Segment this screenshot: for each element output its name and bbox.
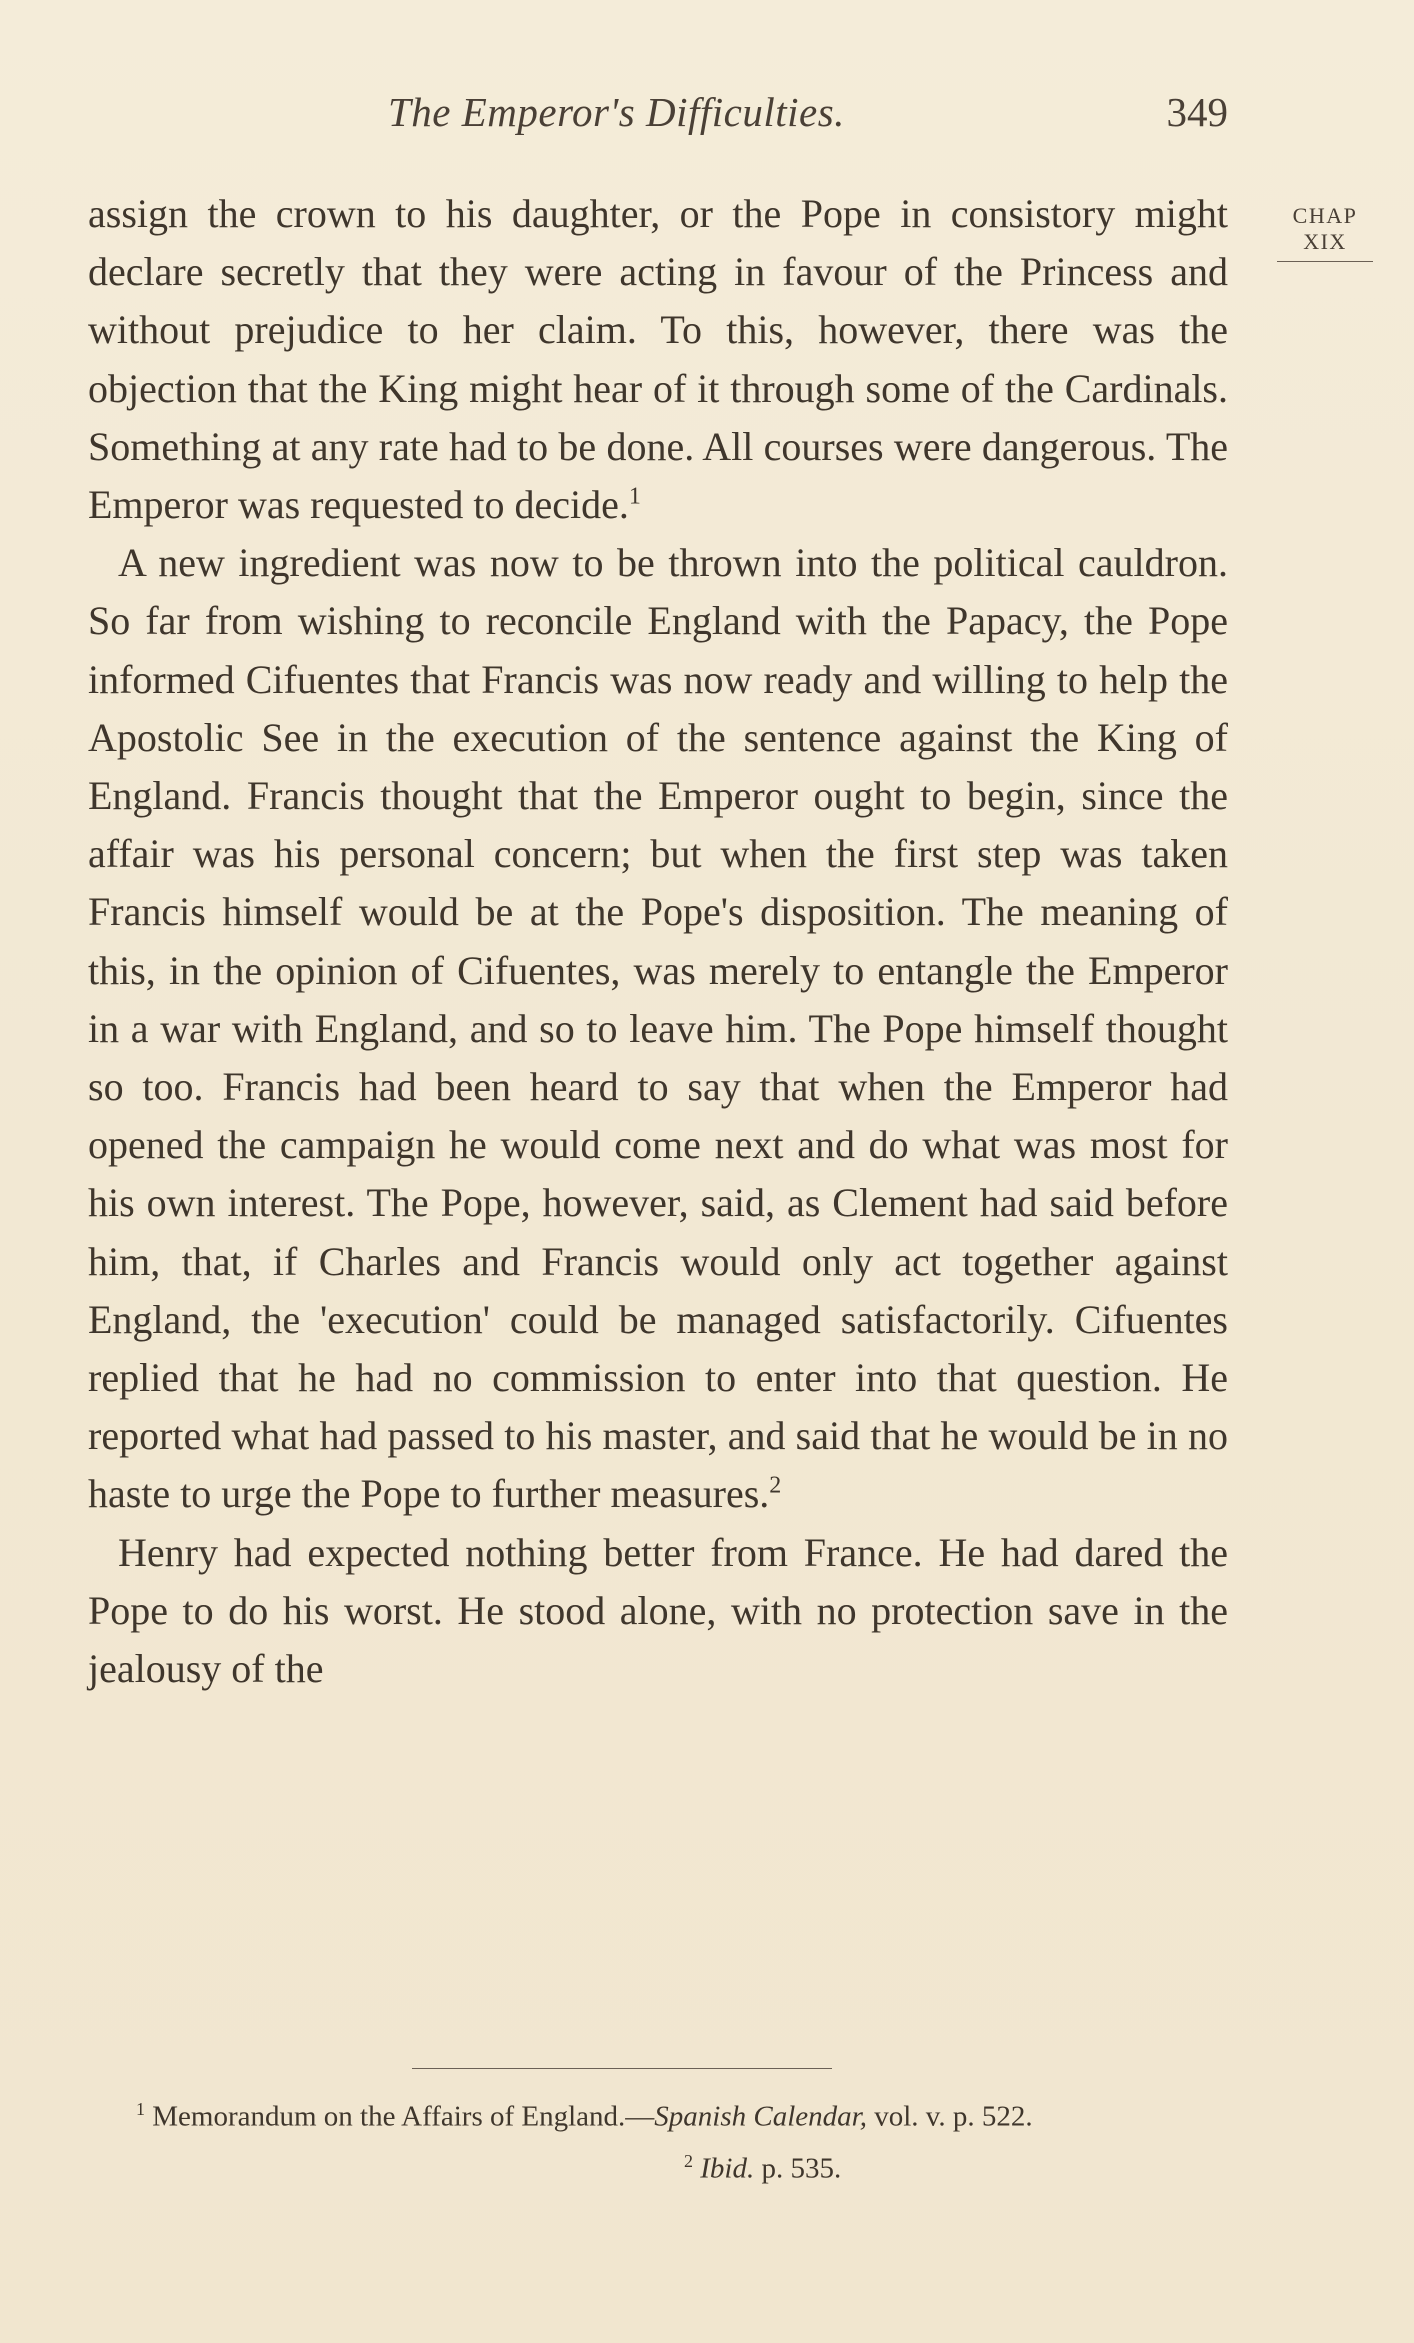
footnote-ref-1: 1 [628,483,641,510]
chapter-margin-note [1277,203,1373,262]
running-head [88,88,1228,148]
footnote-2-mark: 2 [684,2150,693,2171]
footnote-2-rest: p. 535. [761,2152,842,2185]
footnote-1-source: Spanish Calendar, [654,2100,867,2133]
footnote-1-rest: vol. v. p. 522. [874,2100,1033,2133]
footnotes [88,2087,1228,2190]
footnote-ref-2: 2 [769,1473,782,1500]
footnote-rule [412,2068,832,2069]
paragraph-2 [88,534,1228,1523]
running-title: The Emperor's Difficulties. [388,89,845,135]
chapter-label: CHAP [1292,203,1358,228]
body-text [88,185,1228,1698]
paragraph-1 [88,185,1228,534]
footnote-2-source: Ibid. [700,2152,755,2185]
footnote-2 [88,2139,1228,2191]
footnote-1 [88,2087,1228,2139]
footnote-1-text: Memorandum on the Affairs of England.— [152,2100,655,2133]
page-number: 349 [1166,89,1228,135]
paragraph-2-text: A new ingredient was now to be thrown into the political cauldron. So far from wishing to reconcile England with the Papacy, the Pope informed Cifuentes that Francis was now ready and willing to help the Apostolic See in the execution of the sentence against the King of England. Francis thought that the Emperor ought to begin, since the affair was his personal concern; but when the first step was taken Francis himself would be at the Pope's disposition. The meaning of this, in the opinion of Cifuentes, was merely to entangle the Emperor in a war with England, and so to leave him. The Pope himself thought so too. Francis had been heard to say that when the Emperor had opened the campaign he would come next and do what was most for his own interest. The Pope, however, said, as Clement had said before him, that, if Charles and Francis would only act together against England, the 'execution' could be managed satisfactorily. Cifuentes replied that he had no commission to enter into that question. He reported what had passed to his master, and said that he would be in no haste to urge the Pope to further measures. [88,540,1228,1517]
chapter-rule [1277,261,1373,262]
paragraph-3 [88,1524,1228,1699]
paragraph-3-text: Henry had expected nothing better from France. He had dared the Pope to do his worst. He stood alone, with no protection save in the jealousy of the [88,1529,1228,1692]
chapter-number: XIX [1303,229,1347,254]
footnote-1-mark: 1 [136,2099,145,2119]
paragraph-1-text: assign the crown to his daughter, or the Pope in consistory might declare secretly that they were acting in favour of the Princess and without prejudice to her claim. To this, however, there was the objection that the King might hear of it through some of the Cardinals. Something at any rate had to be done. All courses were dangerous. The Emperor was requested to decide. [88,191,1228,528]
